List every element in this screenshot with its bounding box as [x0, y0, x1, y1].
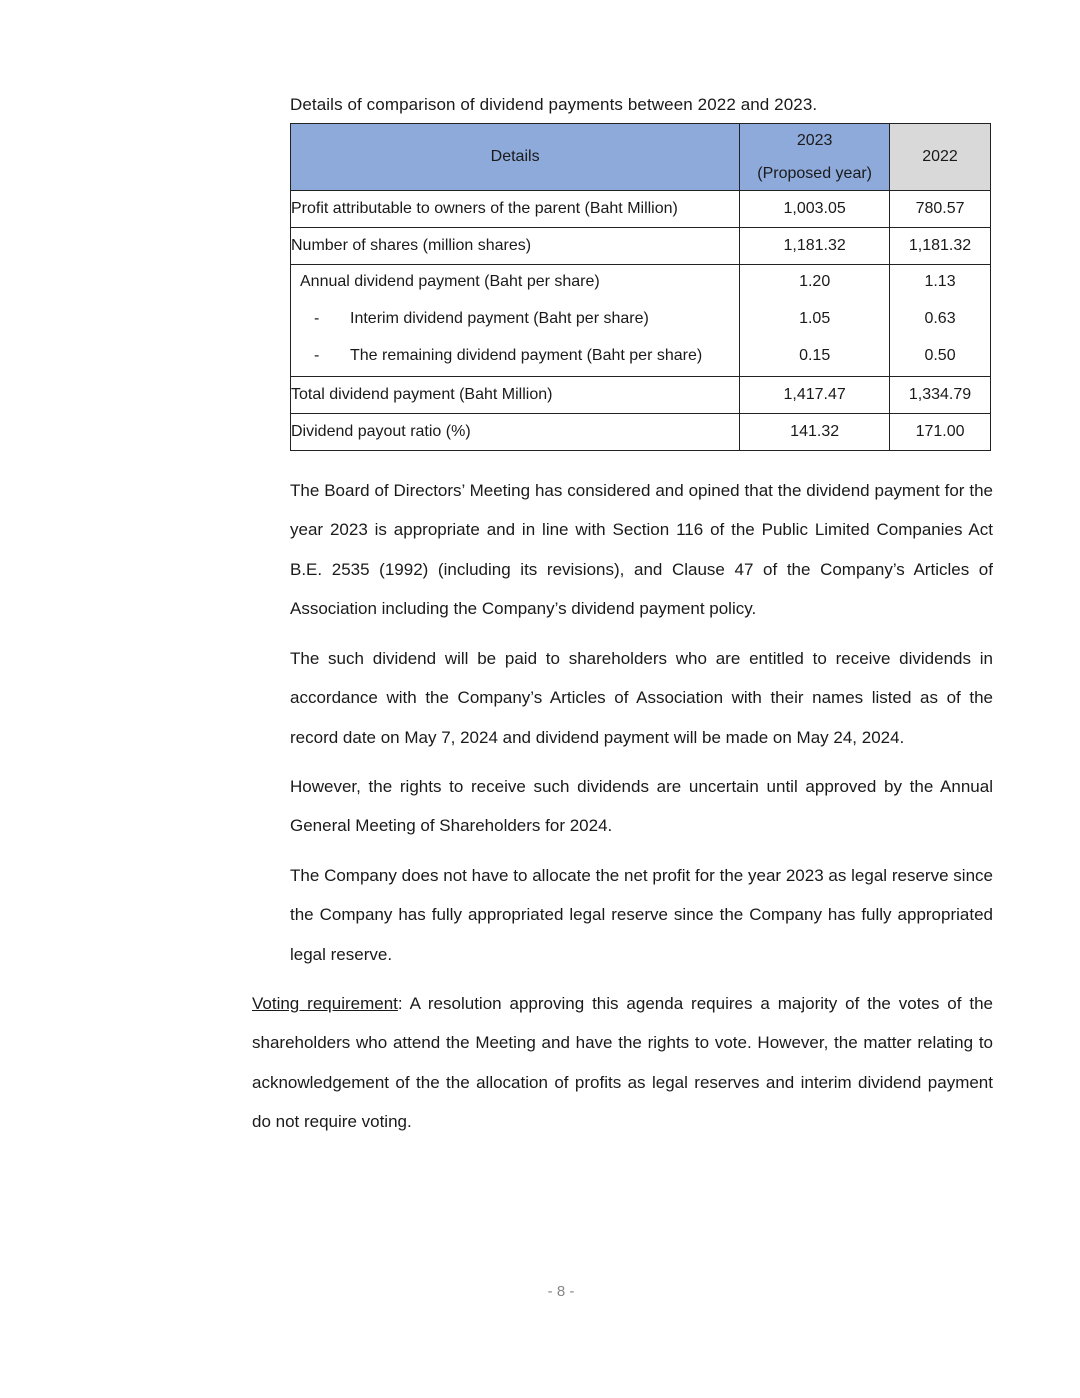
row-label: Number of shares (million shares)	[291, 228, 740, 265]
remaining-dash: -	[314, 347, 320, 364]
header-details: Details	[291, 124, 740, 191]
row-value-2023: 141.32	[740, 414, 890, 451]
paragraph-dividend-record-date: The such dividend will be paid to shareholders who are entitled to receive dividends in accordance with the Company’s Articles of Association with their names listed as of the record date on May 7, 2024 and dividend payment will be made on May 24, 2024.	[290, 649, 993, 747]
row-value-2022: 1,334.79	[890, 377, 991, 414]
remaining-label-text: The remaining dividend payment (Baht per share)	[350, 347, 703, 364]
table-header-row	[291, 124, 991, 191]
table-row	[291, 414, 991, 451]
row-value-2023: 1,003.05	[740, 191, 890, 228]
voting-colon: :	[397, 994, 403, 1013]
annual-dividend-label	[300, 265, 739, 302]
page-number: - 8 -	[547, 1283, 575, 1300]
paragraph-legal-reserve: The Company does not have to allocate the net profit for the year 2023 as legal reserve since the Company has fully appropriated legal reserve since the Company has fully appropriated legal reserve.	[290, 866, 993, 964]
annual-dividend-2023: 1.20	[799, 273, 831, 290]
row-value-2023: 1,181.32	[740, 228, 890, 265]
remaining-dividend-label	[300, 339, 739, 376]
table-row	[291, 377, 991, 414]
row-value-2022: 171.00	[890, 414, 991, 451]
remaining-dividend-2023: 0.15	[799, 347, 831, 364]
voting-requirement-label: Voting requirement	[252, 994, 398, 1013]
interim-dividend-2022: 0.63	[924, 310, 956, 327]
row-value-2022: 1,181.32	[890, 228, 991, 265]
row-label: Dividend payout ratio (%)	[291, 414, 740, 451]
interim-dividend-label	[300, 302, 739, 339]
paragraph-board-opinion: The Board of Directors’ Meeting has considered and opined that the dividend payment for the year 2023 is appropriate and in line with Section 116 of the Public Limited Companies Act B.E. 2535 (1992) (including its revisions), and Clause 47 of the Company’s Articles of Association including the Company’s dividend payment policy.	[290, 481, 993, 618]
header-2023-year: 2023	[796, 132, 833, 149]
annual-dividend-values-2022	[890, 265, 991, 377]
row-label: Profit attributable to owners of the parent (Baht Million)	[291, 191, 740, 228]
paragraph-voting-requirement	[252, 984, 993, 1141]
dividend-comparison-table	[290, 123, 991, 451]
table-row	[291, 191, 991, 228]
row-label: Total dividend payment (Baht Million)	[291, 377, 740, 414]
header-2023-note: (Proposed year)	[757, 165, 872, 182]
table-title: Details of comparison of dividend payments between 2022 and 2023.	[290, 95, 818, 114]
annual-dividend-values-2023	[740, 265, 890, 377]
table-row	[291, 228, 991, 265]
header-2022: 2022	[890, 124, 991, 191]
interim-dash: -	[314, 310, 320, 327]
table-row-annual-dividend	[291, 265, 991, 377]
row-value-2023: 1,417.47	[740, 377, 890, 414]
interim-dividend-2023: 1.05	[799, 310, 831, 327]
header-2023	[740, 124, 890, 191]
annual-dividend-2022: 1.13	[924, 273, 956, 290]
remaining-dividend-2022: 0.50	[924, 347, 956, 364]
paragraph-rights-uncertain: However, the rights to receive such dividends are uncertain until approved by the Annual General Meeting of Shareholders for 2024.	[290, 777, 993, 836]
annual-dividend-label-close: )	[594, 273, 600, 290]
row-value-2022: 780.57	[890, 191, 991, 228]
interim-label-text: Interim dividend payment (Baht per share)	[350, 310, 649, 327]
annual-dividend-label-main: Annual dividend payment (Baht per share	[300, 273, 595, 290]
voting-requirement-text: A resolution approving this agenda requires a majority of the votes of the shareholders who attend the Meeting and have the rights to vote. However, the matter relating to acknowledgement of the the allocation of profits as legal reserves and interim dividend payment do not require voting.	[252, 994, 994, 1131]
annual-dividend-labels	[291, 265, 740, 377]
